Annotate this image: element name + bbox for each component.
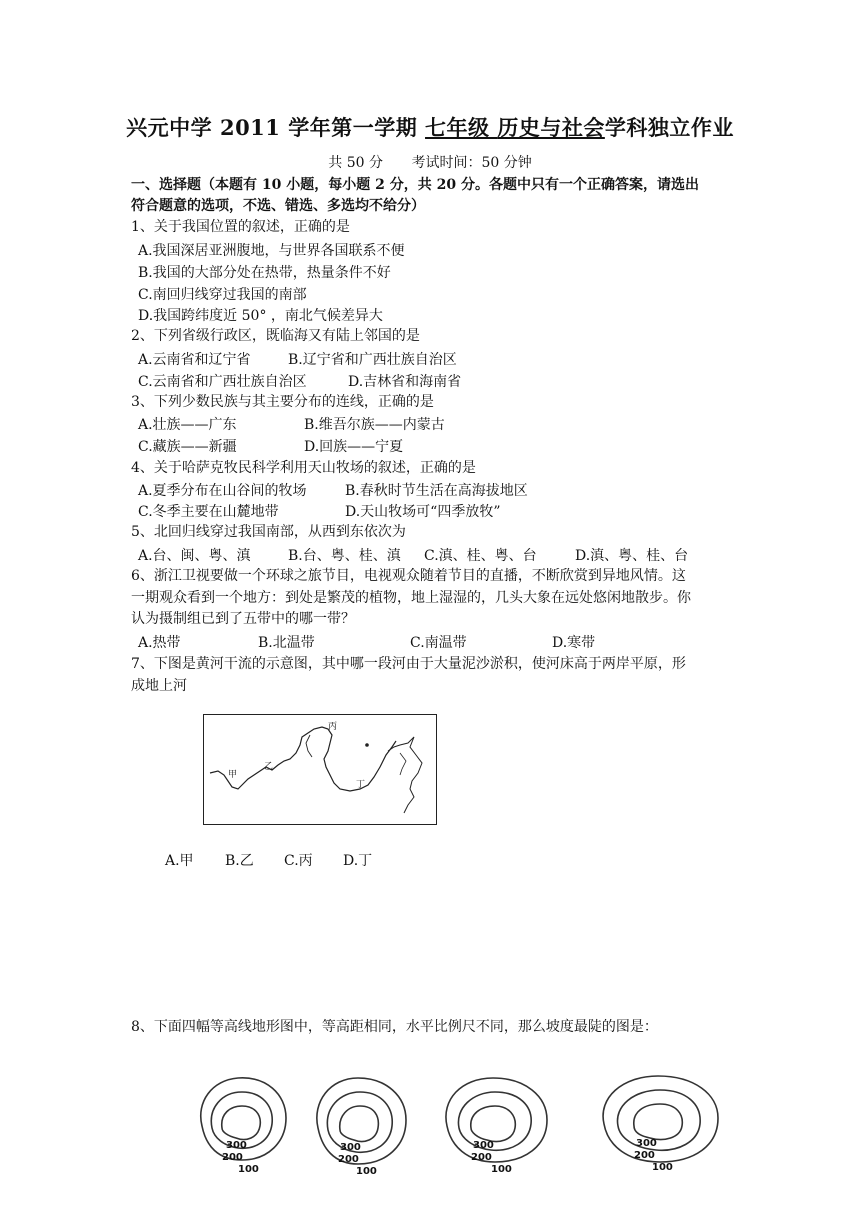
- contour-2-label-300: 300: [340, 1142, 361, 1153]
- yellow-river-course: [204, 715, 436, 824]
- contour-map-3: [441, 1066, 557, 1178]
- q7-line2: 成地上河: [131, 678, 187, 694]
- q3-option-b: B.维吾尔族——内蒙古: [304, 417, 445, 433]
- q1-option-c: C.南回归线穿过我国的南部: [138, 287, 307, 303]
- q2-option-c: C.云南省和广西壮族自治区: [138, 374, 307, 390]
- title-subject: 历史与社会: [497, 115, 605, 140]
- q2-stem: 2、下列省级行政区，既临海又有陆上邻国的是: [131, 328, 420, 344]
- q7-option-b: B.乙: [225, 853, 254, 869]
- q5-option-b: B.台、粤、桂、滇: [288, 548, 401, 564]
- q6-option-a: A.热带: [138, 635, 181, 651]
- section-heading-line2: 符合题意的选项，不选、错选、多选均不给分）: [131, 198, 425, 214]
- q6-option-b: B.北温带: [258, 635, 315, 651]
- q6-line3: 认为摄制组已到了五带中的哪一带？: [131, 611, 355, 627]
- contour-map-1: [194, 1066, 298, 1178]
- total-score: 共 50 分: [328, 155, 383, 171]
- title-suffix: 学科独立作业: [604, 115, 734, 140]
- contour-4-label-300: 300: [636, 1138, 657, 1149]
- q6-line1: 6、浙江卫视要做一个环球之旅节目，电视观众随着节目的直播，不断欣赏到异地风情。这: [131, 568, 686, 584]
- page-title: [0, 112, 860, 142]
- exam-meta: [0, 152, 860, 172]
- q5-option-d: D.滇、粤、桂、台: [575, 548, 689, 564]
- q2-option-b: B.辽宁省和广西壮族自治区: [288, 352, 457, 368]
- q3-option-d: D.回族——宁夏: [304, 439, 404, 455]
- section-heading-line1: 一、选择题（本题有 10 小题，每小题 2 分，共 20 分。各题中只有一个正确答案，请选出: [131, 177, 699, 193]
- q4-option-b: B.春秋时节生活在高海拔地区: [345, 483, 528, 499]
- contour-3-label-100: 100: [491, 1164, 512, 1175]
- q6-option-d: D.寒带: [552, 635, 596, 651]
- contour-1-label-200: 200: [222, 1152, 243, 1163]
- contour-3-label-300: 300: [473, 1140, 494, 1151]
- map-label-jia: 甲: [228, 770, 238, 780]
- q2-option-d: D.吉林省和海南省: [348, 374, 462, 390]
- q2-option-a: A.云南省和辽宁省: [138, 352, 251, 368]
- q4-option-a: A.夏季分布在山谷间的牧场: [138, 483, 307, 499]
- q5-stem: 5、北回归线穿过我国南部，从西到东依次为: [131, 524, 406, 540]
- q4-option-c: C.冬季主要在山麓地带: [138, 504, 279, 520]
- contour-1-label-300: 300: [226, 1140, 247, 1151]
- q1-option-d: D.我国跨纬度近 50° ，南北气候差异大: [138, 308, 383, 324]
- exam-time: 考试时间：50 分钟: [411, 155, 532, 171]
- contour-4-label-200: 200: [634, 1150, 655, 1161]
- q7-option-a: A.甲: [165, 853, 194, 869]
- q7-option-c: C.丙: [284, 853, 313, 869]
- q7-option-d: D.丁: [343, 853, 373, 869]
- q3-option-a: A.壮族——广东: [138, 417, 237, 433]
- contour-3-label-200: 200: [471, 1152, 492, 1163]
- q5-option-a: A.台、闽、粤、滇: [138, 548, 251, 564]
- q1-option-b: B.我国的大部分处在热带，热量条件不好: [138, 265, 391, 281]
- contour-map-2: [312, 1066, 416, 1178]
- q1-option-a: A.我国深居亚洲腹地，与世界各国联系不便: [138, 243, 405, 259]
- q7-line1: 7、下图是黄河干流的示意图，其中哪一段河由于大量泥沙淤积，使河床高于两岸平原，形: [131, 656, 686, 672]
- title-grade: 七年级: [425, 115, 498, 140]
- yellow-river-map: [203, 714, 437, 825]
- title-school-term: 兴元中学 2011 学年第一学期: [126, 115, 426, 140]
- q3-option-c: C.藏族——新疆: [138, 439, 237, 455]
- contour-2-label-200: 200: [338, 1154, 359, 1165]
- contour-4-label-100: 100: [652, 1162, 673, 1173]
- map-label-ding: 丁: [356, 780, 366, 790]
- map-label-yi: 乙: [264, 762, 274, 772]
- contour-1-label-100: 100: [238, 1164, 259, 1175]
- q6-line2: 一期观众看到一个地方：到处是繁茂的植物，地上湿湿的，几头大象在远处悠闲地散步。你: [131, 590, 691, 606]
- q4-stem: 4、关于哈萨克牧民科学利用天山牧场的叙述，正确的是: [131, 460, 476, 476]
- q1-stem: 1、关于我国位置的叙述，正确的是: [131, 219, 350, 235]
- q5-option-c: C.滇、桂、粤、台: [424, 548, 537, 564]
- q8-stem: 8、下面四幅等高线地形图中，等高距相同，水平比例尺不同，那么坡度最陡的图是：: [131, 1019, 658, 1035]
- map-label-bing: 丙: [328, 722, 338, 732]
- contour-map-4: [598, 1066, 728, 1178]
- contour-2-label-100: 100: [356, 1166, 377, 1177]
- q4-option-d: D.天山牧场可“四季放牧”: [345, 504, 501, 520]
- q6-option-c: C.南温带: [410, 635, 467, 651]
- q3-stem: 3、下列少数民族与其主要分布的连线，正确的是: [131, 394, 434, 410]
